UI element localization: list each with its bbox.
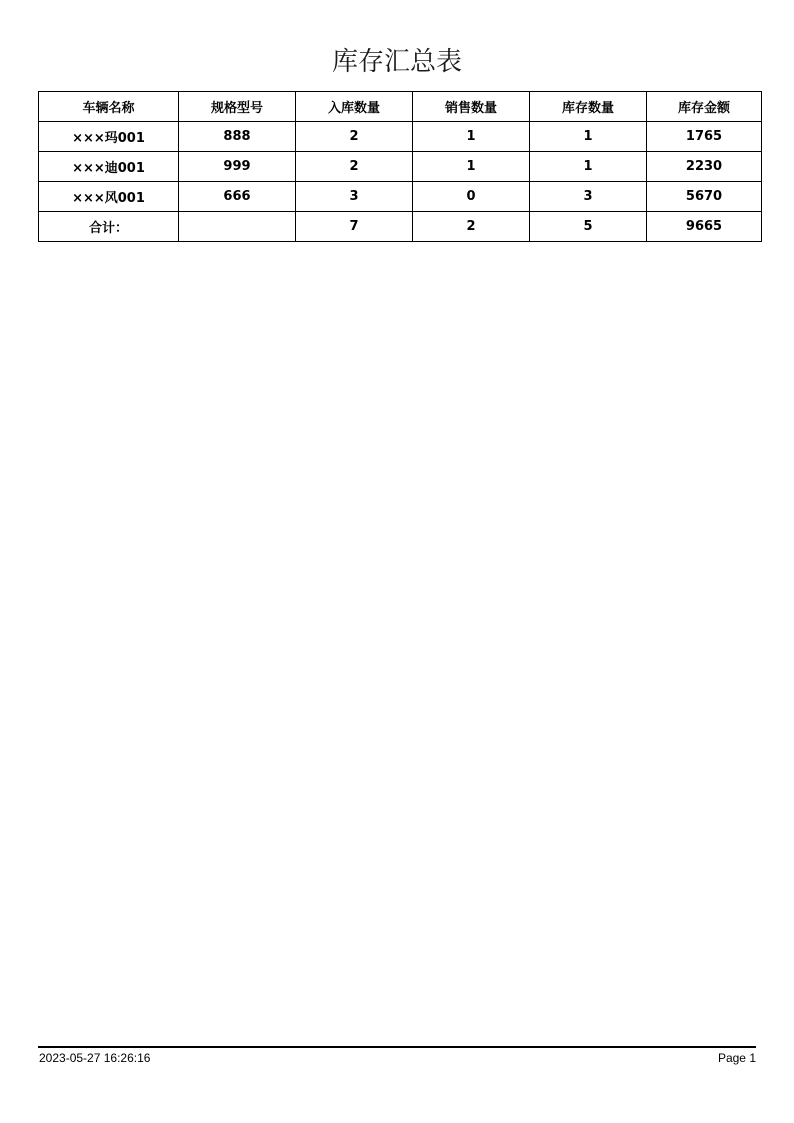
total-stock-amount: 9665: [647, 212, 762, 242]
cell-spec-model: 666: [179, 182, 296, 212]
column-header-stock-amount: 库存金额: [647, 92, 762, 122]
cell-stock-amount: 2230: [647, 152, 762, 182]
cell-stock-qty: 3: [530, 182, 647, 212]
column-header-inbound-qty: 入库数量: [296, 92, 413, 122]
report-title: 库存汇总表: [331, 47, 462, 77]
cell-vehicle-name: ×××迪001: [39, 152, 179, 182]
total-stock-qty: 5: [530, 212, 647, 242]
cell-inbound-qty: 2: [296, 122, 413, 152]
column-header-spec-model: 规格型号: [179, 92, 296, 122]
total-inbound-qty: 7: [296, 212, 413, 242]
cell-sales-qty: 1: [413, 122, 530, 152]
table-row: [39, 182, 762, 212]
table-row: [39, 152, 762, 182]
footer-divider: [38, 1046, 756, 1048]
inventory-summary-table: [38, 91, 762, 242]
cell-inbound-qty: 2: [296, 152, 413, 182]
page-number: Page 1: [717, 1051, 756, 1065]
cell-sales-qty: 1: [413, 152, 530, 182]
cell-spec-model: 999: [179, 152, 296, 182]
total-row: [39, 212, 762, 242]
cell-vehicle-name: ×××风001: [39, 182, 179, 212]
table-row: [39, 122, 762, 152]
total-spec-model: [179, 212, 296, 242]
cell-spec-model: 888: [179, 122, 296, 152]
table-header-row: [39, 92, 762, 122]
total-sales-qty: 2: [413, 212, 530, 242]
cell-inbound-qty: 3: [296, 182, 413, 212]
cell-stock-amount: 5670: [647, 182, 762, 212]
cell-vehicle-name: ×××玛001: [39, 122, 179, 152]
column-header-sales-qty: 销售数量: [413, 92, 530, 122]
cell-sales-qty: 0: [413, 182, 530, 212]
cell-stock-qty: 1: [530, 122, 647, 152]
column-header-vehicle-name: 车辆名称: [39, 92, 179, 122]
total-label: 合计：: [39, 212, 179, 242]
cell-stock-qty: 1: [530, 152, 647, 182]
cell-stock-amount: 1765: [647, 122, 762, 152]
print-timestamp: 2023-05-27 16:26:16: [39, 1051, 151, 1065]
column-header-stock-qty: 库存数量: [530, 92, 647, 122]
